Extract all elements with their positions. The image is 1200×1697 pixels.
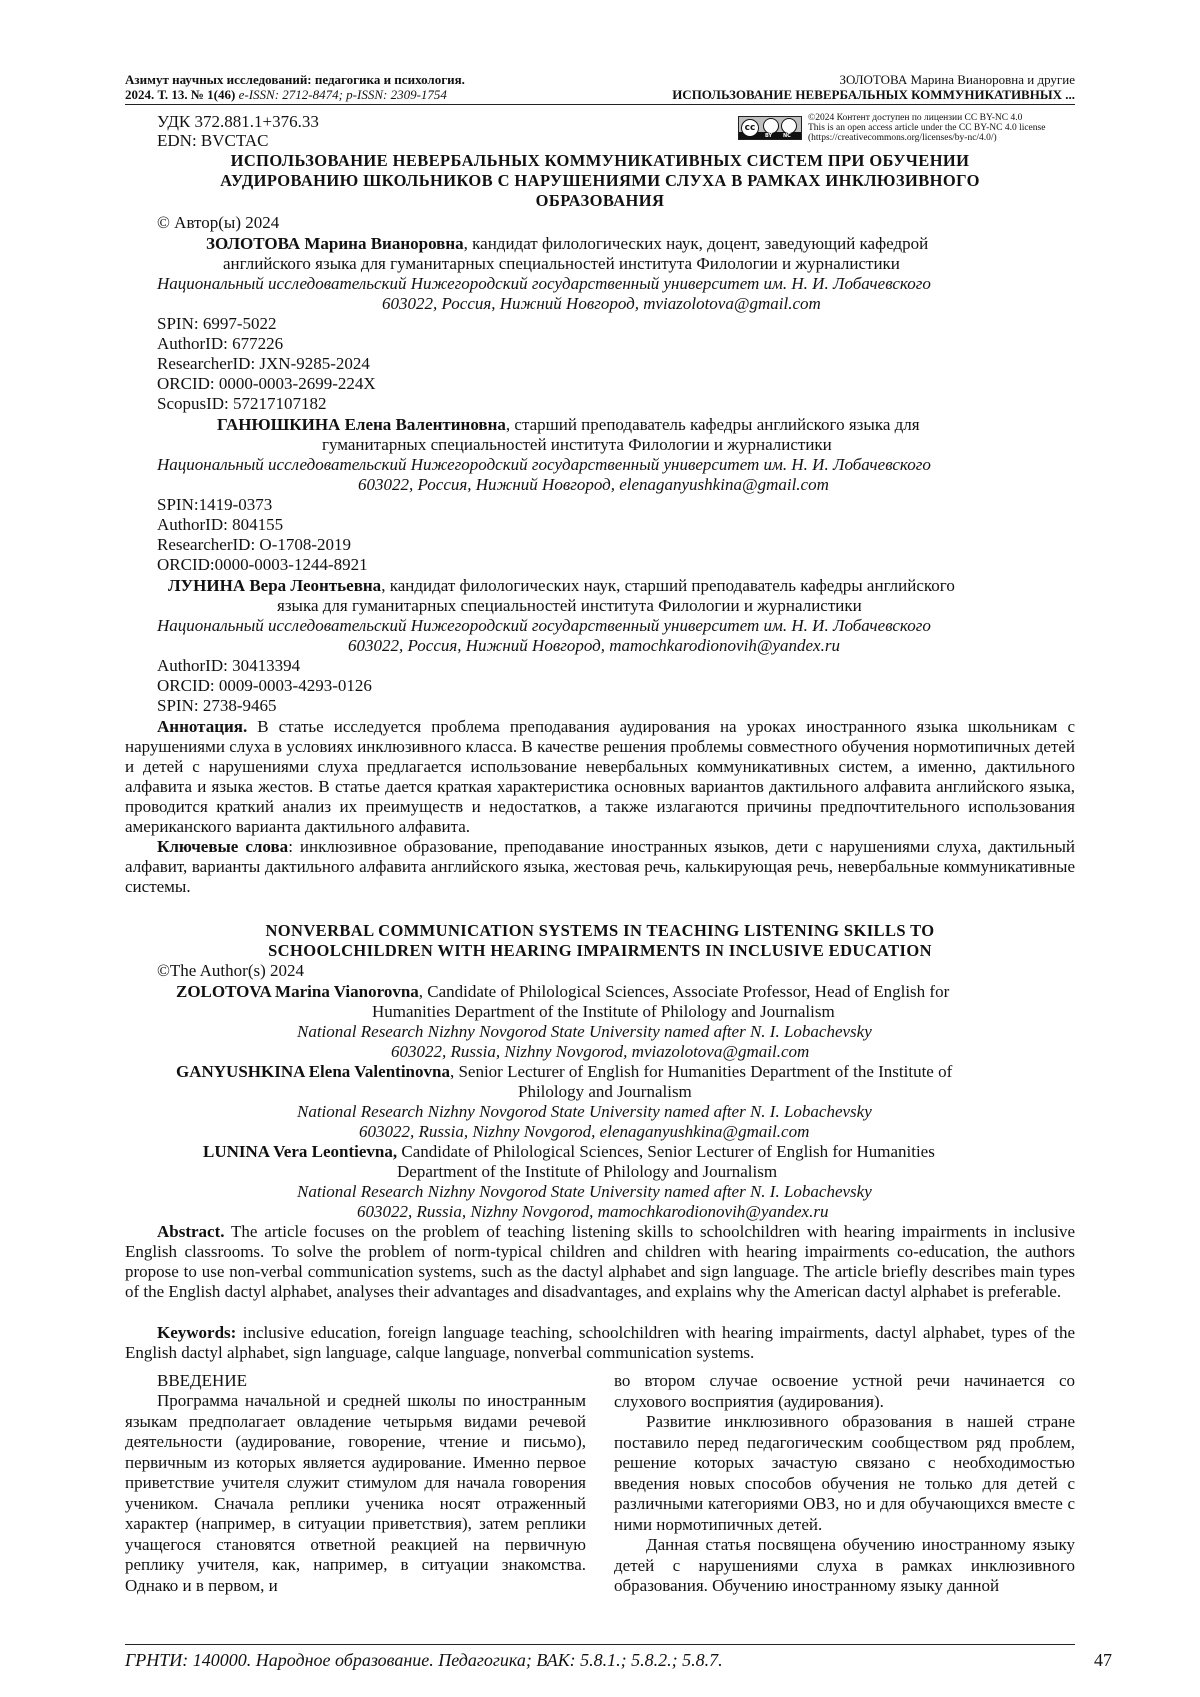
- author-2-en-affiliation: National Research Nizhny Novgorod State University named after N. I. Lobachevsky: [297, 1102, 872, 1121]
- author-2-authorid: AuthorID: 804155: [157, 515, 284, 534]
- author-1-spin: SPIN: 6997-5022: [157, 314, 277, 333]
- author-2-orcid: ORCID:0000-0003-1244-8921: [157, 555, 368, 574]
- author-3-spin: SPIN: 2738-9465: [157, 696, 277, 715]
- author-3-en: LUNINA Vera Leontievna, Candidate of Philological Sciences, Senior Lecturer of English for Humanities: [203, 1142, 935, 1161]
- footer-rule: [125, 1644, 1075, 1645]
- author-2-ru: ГАНЮШКИНА Елена Валентиновна, старший преподаватель кафедры английского языка для: [217, 415, 920, 434]
- copyright-ru: © Автор(ы) 2024: [157, 213, 280, 232]
- intro-col-1: Программа начальной и средней школы по иностранным языкам предполагает овладение четырьмя видами речевой деятельности (аудирование, говорение, чтение и письмо), первичным из которых является аудирование. Именно первое приветствие учителя служит стимулом для начала говорения учеником. Сначала реплики ученика носят отраженный характер (например, в ситуации приветствия), затем реплики учащегося становятся ответной реакцией на первичную реплику учителя, как, например, в ситуации знакомства. Однако и в первом, и: [125, 1391, 586, 1595]
- license-line-en: This is an open access article under the CC BY-NC 4.0 license: [808, 123, 1046, 133]
- footer-classification: ГРНТИ: 140000. Народное образование. Педагогика; ВАК: 5.8.1.; 5.8.2.; 5.8.7.: [125, 1650, 723, 1670]
- header-authors: ЗОЛОТОВА Марина Вианоровна и другие: [839, 72, 1075, 87]
- author-name: ЗОЛОТОВА Марина Вианоровна: [206, 234, 464, 253]
- udk-code: УДК 372.881.1+376.33: [157, 112, 319, 131]
- author-2-en-desc: Philology and Journalism: [518, 1082, 692, 1101]
- journal-name: Азимут научных исследований: педагогика и психология.: [125, 72, 465, 87]
- header-article-title: ИСПОЛЬЗОВАНИЕ НЕВЕРБАЛЬНЫХ КОММУНИКАТИВНЫХ ...: [672, 87, 1075, 102]
- author-1-ru: ЗОЛОТОВА Марина Вианоровна, кандидат филологических наук, доцент, заведующий кафедрой: [206, 234, 929, 253]
- cc-by-icon: [763, 118, 779, 134]
- journal-header-right: [672, 72, 1075, 102]
- author-1-researcherid: ResearcherID: JXN-9285-2024: [157, 354, 370, 373]
- author-name: ГАНЮШКИНА Елена Валентиновна: [217, 415, 506, 434]
- intro-col-2-paragraph-2: Данная статья посвящена обучению иностранному языку детей с нарушениями слуха в рамках инклюзивного образования. Обучению иностранному языку данной: [614, 1535, 1075, 1595]
- journal-issn: e-ISSN: 2712-8474; p-ISSN: 2309-1754: [238, 87, 447, 102]
- intro-col-2: [614, 1371, 1075, 1597]
- keywords-ru: Ключевые слова: инклюзивное образование, преподавание иностранных языков, дети с нарушениями слуха, дактильный алфавит, варианты дактильного алфавита английского языка, жестовая речь, калькирующая речь, невербальные коммуникативные системы.: [125, 837, 1075, 896]
- journal-issue: 2024. Т. 13. № 1(46): [125, 87, 236, 102]
- author-1-ru-desc: английского языка для гуманитарных специальностей института Филологии и журналистики: [223, 254, 900, 273]
- abstract-ru: Аннотация. В статье исследуется проблема преподавания аудирования на уроках иностранного языка школьникам с нарушениями слуха в условиях инклюзивного класса. В качестве решения проблемы совместного обучения нормотипичных детей и детей с нарушениями слуха предлагается использование невербальных коммуникативных систем, а именно, дактильного алфавита и языка жестов. В статье дается краткая характеристика основных вариантов дактильного алфавита английского языка, проводится краткий анализ их преимуществ и недостатков, а также излагаются причины предпочтительного использования американского варианта дактильного алфавита.: [125, 717, 1075, 836]
- author-1-en-desc: Humanities Department of the Institute of Philology and Journalism: [372, 1002, 835, 1021]
- author-2-spin: SPIN:1419-0373: [157, 495, 273, 514]
- author-3-en-desc: Department of the Institute of Philology and Journalism: [397, 1162, 778, 1181]
- author-2-researcherid: ResearcherID: O-1708-2019: [157, 535, 352, 554]
- author-2-ru-affiliation: Национальный исследовательский Нижегородский государственный университет им. Н. И. Лобачевского: [157, 455, 931, 474]
- license-text: [808, 113, 1045, 143]
- author-2-ru-desc: гуманитарных специальностей института Филологии и журналистики: [322, 435, 832, 454]
- intro-col-2-continuation: во втором случае освоение устной речи начинается со слухового восприятия (аудирования).: [614, 1371, 1075, 1411]
- page-number: 47: [1094, 1650, 1112, 1670]
- section-heading-intro: ВВЕДЕНИЕ: [157, 1371, 247, 1390]
- author-1-en-affiliation: National Research Nizhny Novgorod State University named after N. I. Lobachevsky: [297, 1022, 872, 1041]
- author-3-en-address: 603022, Russia, Nizhny Novgorod, mamochkarodionovih@yandex.ru: [357, 1202, 829, 1221]
- author-3-ru-desc: языка для гуманитарных специальностей института Филологии и журналистики: [277, 596, 862, 615]
- cc-license-logo: cc BY NC: [738, 116, 802, 140]
- author-3-orcid: ORCID: 0009-0003-4293-0126: [157, 676, 372, 695]
- keywords-en: Keywords: inclusive education, foreign language teaching, schoolchildren with hearing impairments, dactyl alphabet, types of the English dactyl alphabet, sign language, calque language, nonverbal communication systems.: [125, 1323, 1075, 1362]
- author-2-en: GANYUSHKINA Elena Valentinovna, Senior Lecturer of English for Humanities Department of the Institute of: [176, 1062, 953, 1081]
- cc-nc-icon: [781, 118, 797, 134]
- license-line-ru: ©2024 Контент доступен по лицензии CC BY-NC 4.0: [808, 113, 1023, 123]
- author-3-authorid: AuthorID: 30413394: [157, 656, 301, 675]
- author-1-en: ZOLOTOVA Marina Vianorovna, Candidate of Philological Sciences, Associate Professor, Head of English for: [176, 982, 950, 1001]
- intro-col-2-paragraph-1: Развитие инклюзивного образования в нашей стране поставило перед педагогическим сообществом ряд проблем, решение которых зачастую связано с необходимостью введения новых способов обучения не только для детей с различными категориями ОВЗ, но и для обучающихся вместе с ними нормотипичных детей.: [614, 1412, 1075, 1534]
- author-2-en-address: 603022, Russia, Nizhny Novgorod, elenaganyushkina@gmail.com: [359, 1122, 810, 1141]
- header-rule: [125, 104, 1075, 105]
- copyright-en: ©The Author(s) 2024: [157, 961, 305, 980]
- author-name: ЛУНИНА Вера Леонтьевна: [168, 576, 382, 595]
- author-3-ru: ЛУНИНА Вера Леонтьевна, кандидат филологических наук, старший преподаватель кафедры английского: [168, 576, 955, 595]
- cc-icon: cc: [741, 119, 759, 137]
- author-1-en-address: 603022, Russia, Nizhny Novgorod, mviazolotova@gmail.com: [391, 1042, 810, 1061]
- edn-code: EDN: BVCTAC: [157, 131, 269, 150]
- article-title-en: NONVERBAL COMMUNICATION SYSTEMS IN TEACHING LISTENING SKILLS TO SCHOOLCHILDREN WITH HEARING IMPAIRMENTS IN INCLUSIVE EDUCATION: [265, 921, 935, 960]
- article-title-ru: ИСПОЛЬЗОВАНИЕ НЕВЕРБАЛЬНЫХ КОММУНИКАТИВНЫХ СИСТЕМ ПРИ ОБУЧЕНИИ АУДИРОВАНИЮ ШКОЛЬНИКОВ С НАРУШЕНИЯМИ СЛУХА В РАМКАХ ИНКЛЮЗИВНОГО ОБРАЗОВАНИЯ: [220, 151, 980, 210]
- license-url[interactable]: (https://creativecommons.org/licenses/by-nc/4.0/): [808, 133, 997, 143]
- author-2-ru-address: 603022, Россия, Нижний Новгород, elenaganyushkina@gmail.com: [358, 475, 829, 494]
- journal-header-left: [125, 72, 465, 102]
- author-3-en-affiliation: National Research Nizhny Novgorod State University named after N. I. Lobachevsky: [297, 1182, 872, 1201]
- author-1-authorid: AuthorID: 677226: [157, 334, 284, 353]
- author-3-ru-affiliation: Национальный исследовательский Нижегородский государственный университет им. Н. И. Лобачевского: [157, 616, 931, 635]
- author-1-orcid: ORCID: 0000-0003-2699-224X: [157, 374, 376, 393]
- abstract-en: Abstract. The article focuses on the problem of teaching listening skills to schoolchildren with hearing impairments in inclusive English classrooms. To solve the problem of norm-typical children and children with hearing impairments co-education, the authors propose to use non-verbal communication systems, such as the dactyl alphabet and sign language. The article briefly describes main types of the English dactyl alphabet, analyses their advantages and disadvantages, and explains why the American dactyl alphabet is preferable.: [125, 1222, 1075, 1301]
- author-1-ru-address: 603022, Россия, Нижний Новгород, mviazolotova@gmail.com: [382, 294, 821, 313]
- author-1-ru-affiliation: Национальный исследовательский Нижегородский государственный университет им. Н. И. Лобачевского: [157, 274, 931, 293]
- author-3-ru-address: 603022, Россия, Нижний Новгород, mamochkarodionovih@yandex.ru: [348, 636, 840, 655]
- author-1-scopusid: ScopusID: 57217107182: [157, 394, 327, 413]
